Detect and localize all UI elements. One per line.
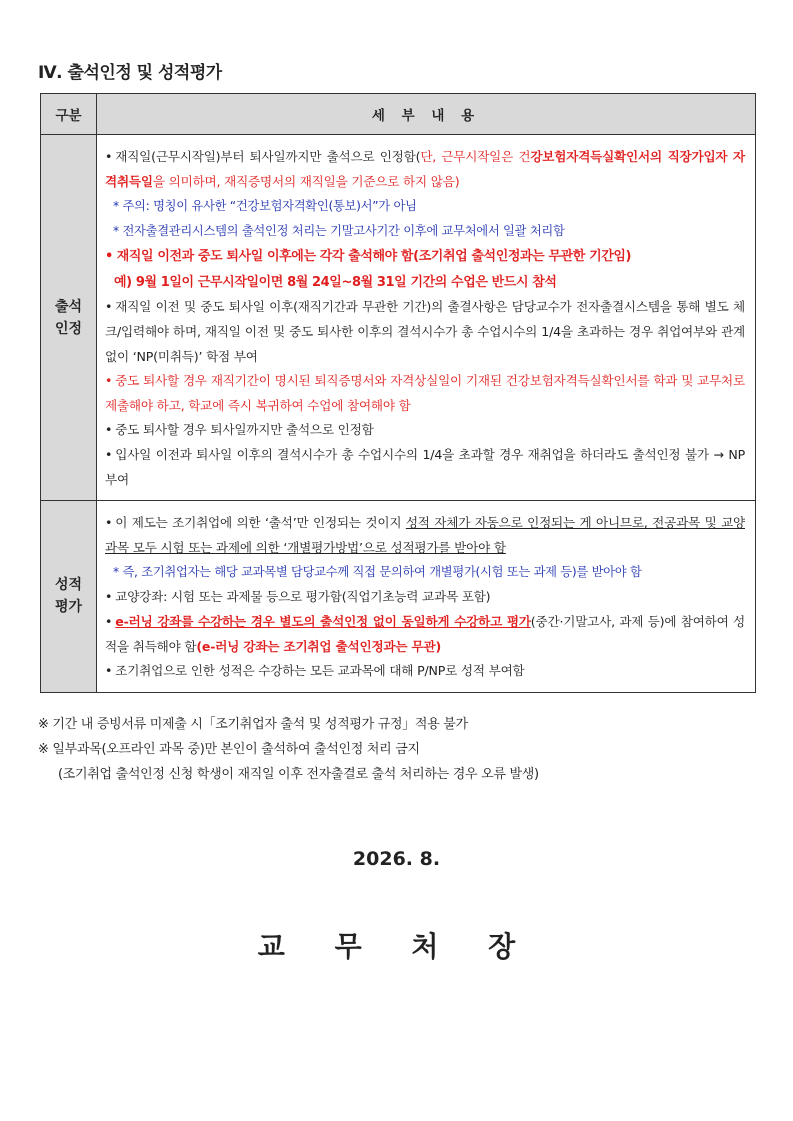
category-grading: 성적 평가 bbox=[41, 501, 97, 693]
signer: 교 무 처 장 bbox=[257, 930, 536, 963]
footnote-2-detail: (조기취업 출석인정 신청 학생이 재직일 이후 전자출결로 출석 처리하는 경우 오류 발생) bbox=[58, 767, 539, 782]
section-title: Ⅳ. 출석인정 및 성적평가 bbox=[38, 63, 222, 83]
attendance-item-3: • 재직일 이전 및 중도 퇴사일 이후(재직기간과 무관한 기간)의 출결사항은 담당교수가 전자출결시스템을 통해 별도 체크/입력해야 하며, 재직일 이전 및 중도 퇴사한 이후의 결석시수가 총 수업시수의 1/4을 초과하는 경우 취업여부와 관계없이 ‘NP(미취득)’ 학점 부여 bbox=[105, 295, 745, 369]
grading-item-3: • e-러닝 강좌를 수강하는 경우 별도의 출석인정 없이 동일하게 수강하고 평가(중간·기말고사, 과제 등)에 참여하여 성적을 취득해야 함(e-러닝 강좌는 조기취업 출석인정과는 무관) bbox=[105, 610, 745, 659]
header-detail: 세 부 내 용 bbox=[97, 94, 756, 135]
category-attendance: 출석 인정 bbox=[41, 135, 97, 501]
header-category: 구분 bbox=[41, 94, 97, 135]
footnote-1: ※ 기간 내 증빙서류 미제출 시「조기취업자 출석 및 성적평가 규정」적용 불가 bbox=[38, 717, 468, 732]
issue-date: 2026. 8. bbox=[352, 848, 441, 870]
attendance-note-2: * 전자출결관리시스템의 출석인정 처리는 기말고사기간 이후에 교무처에서 일괄 처리함 bbox=[113, 224, 565, 239]
attendance-details bbox=[97, 135, 756, 501]
attendance-item-2: • 재직일 이전과 중도 퇴사일 이후에는 각각 출석해야 함(조기취업 출석인정과는 무관한 기간임) 예) 9월 1일이 근무시작일이면 8월 24일~8월 31일 기간의 수업은 반드시 참석 bbox=[105, 249, 632, 290]
grading-item-4: • 조기취업으로 인한 성적은 수강하는 모든 교과목에 대해 P/NP로 성적 부여함 bbox=[105, 659, 745, 684]
grading-row bbox=[41, 501, 756, 693]
grading-details bbox=[97, 501, 756, 693]
attendance-item-5: • 중도 퇴사할 경우 퇴사일까지만 출석으로 인정함 bbox=[105, 418, 745, 443]
attendance-item-1: • 재직일(근무시작일)부터 퇴사일까지만 출석으로 인정함(단, 근무시작일은 건강보험자격득실확인서의 직장가입자 자격취득일을 의미하며, 재직증명서의 재직일을 기준으로 하지 않음) bbox=[105, 145, 745, 194]
footnote-2: ※ 일부과목(오프라인 과목 중)만 본인이 출석하여 출석인정 처리 금지 bbox=[38, 742, 420, 757]
attendance-row bbox=[41, 135, 756, 501]
attendance-item-4: • 중도 퇴사할 경우 재직기간이 명시된 퇴직증명서와 자격상실일이 기재된 건강보험자격득실확인서를 학과 및 교무처로 제출해야 하고, 학교에 즉시 복귀하여 수업에 참여해야 함 bbox=[105, 369, 745, 418]
grading-item-2: • 교양강좌: 시험 또는 과제물 등으로 평가함(직업기초능력 교과목 포함) bbox=[105, 585, 745, 610]
table-header-row bbox=[41, 94, 756, 135]
attendance-item-6: • 입사일 이전과 퇴사일 이후의 결석시수가 총 수업시수의 1/4을 초과할 경우 재취업을 하더라도 출석인정 불가 → NP 부여 bbox=[105, 443, 745, 492]
attendance-note-1: * 주의: 명칭이 유사한 “건강보험자격확인(통보)서”가 아님 bbox=[113, 199, 417, 214]
grading-item-1: • 이 제도는 조기취업에 의한 ‘출석’만 인정되는 것이지 성적 자체가 자동으로 인정되는 게 아니므로, 전공과목 및 교양과목 모두 시험 또는 과제에 의한 ‘개별평가방법’으로 성적평가를 받아야 함 bbox=[105, 511, 745, 560]
footnotes bbox=[38, 712, 539, 787]
policy-table bbox=[40, 93, 756, 693]
grading-note-1: * 즉, 조기취업자는 해당 교과목별 담당교수께 직접 문의하여 개별평가(시험 또는 과제 등)를 받아야 함 bbox=[113, 565, 642, 580]
